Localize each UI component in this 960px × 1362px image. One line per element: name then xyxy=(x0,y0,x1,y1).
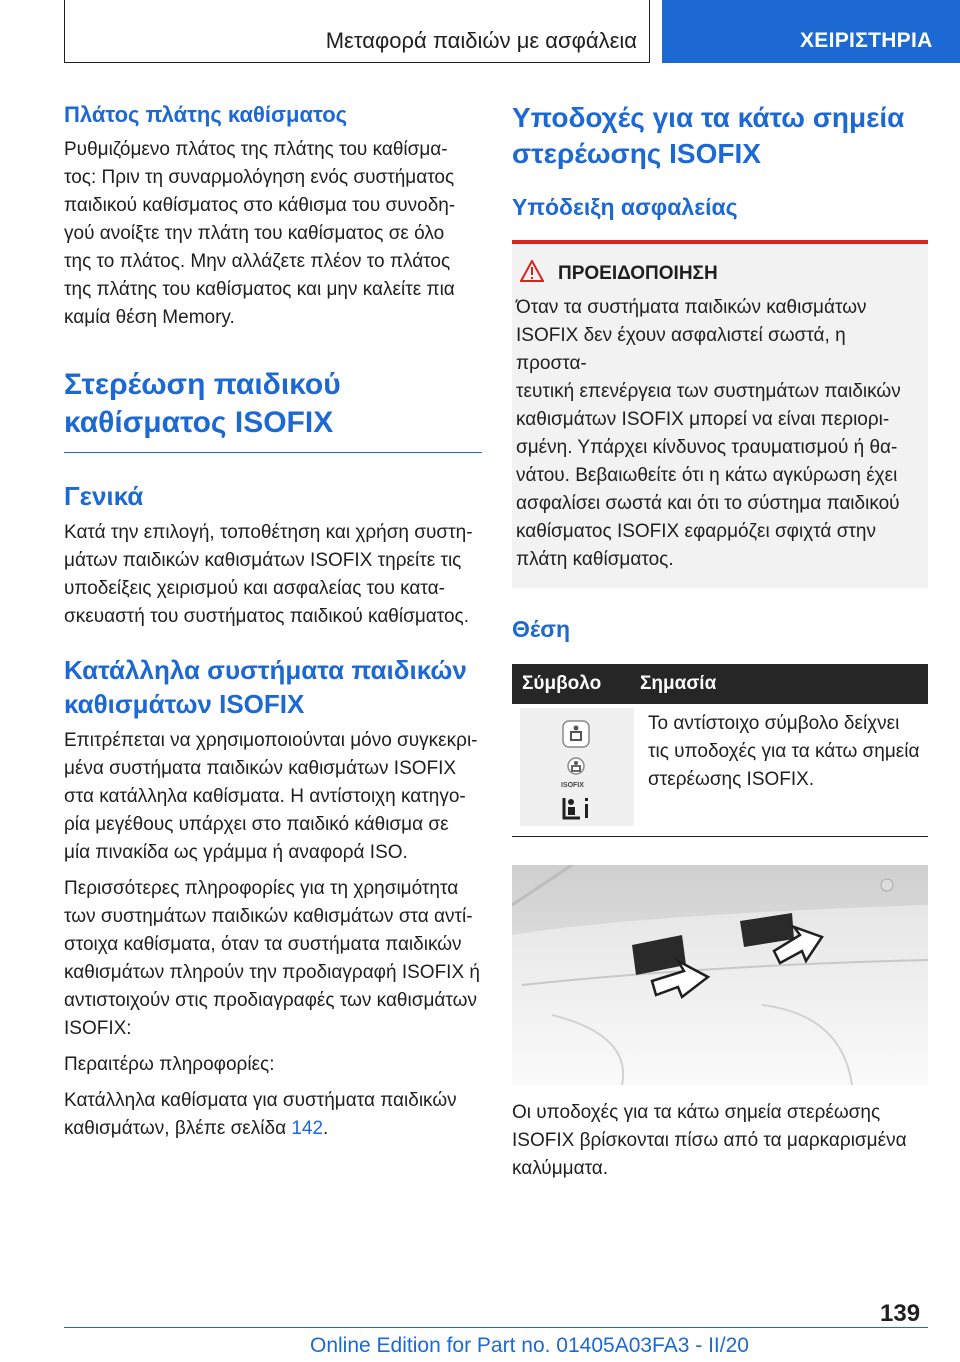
child-seat-info-icon xyxy=(560,794,592,827)
isofix-section-heading: Στερέωση παιδικού καθίσματος ISOFIX xyxy=(64,368,341,439)
position-heading: Θέση xyxy=(512,616,571,642)
isofix-anchor-photo xyxy=(512,865,928,1085)
seat-width-text: Ρυθμιζόμενο πλάτος της πλάτης του καθίσμα- τος: Πριν τη συναρμολόγηση ενός συστήματος παιδικού καθίσματος στο κάθισμα του συνοδη- γού ανοίξτε την πλάτη του καθίσματος σε όλο της το πλάτος. Μην αλλάζετε πλέον το πλάτος της πλάτης του καθίσματος και μην καλείτε πια καμία θέση Memory. xyxy=(64,139,456,328)
footer-edition: Online Edition for Part no. 01405A03FA3 - II/20 xyxy=(310,1334,749,1357)
right-column xyxy=(512,100,928,1183)
table-bottom-rule xyxy=(512,836,928,837)
header-chapter-label: ΧΕΙΡΙΣΤΗΡΙΑ xyxy=(800,29,933,52)
safety-note-heading: Υπόδειξη ασφαλείας xyxy=(512,194,738,220)
left-column xyxy=(64,100,482,1143)
symbol-cell xyxy=(520,708,634,826)
page-reference-link[interactable]: 142 xyxy=(291,1118,324,1139)
page-number: 139 xyxy=(880,1300,921,1327)
reference-text: Κατάλληλα καθίσματα για συστήματα παιδικών καθισμάτων, βλέπε σελίδα 142. xyxy=(64,1090,457,1139)
table-row xyxy=(512,704,928,826)
symbol-meaning: Το αντίστοιχο σύμβολο δείχνει τις υποδοχές για τα κάτω σημεία στερέωσης ISOFIX. xyxy=(648,713,920,790)
general-text: Κατά την επιλογή, τοποθέτηση και χρήση συστη- μάτων παιδικών καθισμάτων ISOFIX τηρείτε τις υποδείξεις χειρισμού και ασφαλείας του κατα- σκευαστή του συστήματος παιδικού καθίσματος. xyxy=(64,522,473,627)
header-section-title: Μεταφορά παιδιών με ασφάλεια xyxy=(325,28,637,53)
warning-title xyxy=(516,260,920,288)
general-heading: Γενικά xyxy=(64,481,144,511)
header-chapter-tab[interactable] xyxy=(662,0,960,63)
suitable-systems-heading: Κατάλληλα συστήματα παιδικών καθισμάτων ISOFIX xyxy=(64,655,467,719)
table-header-meaning: Σημασία xyxy=(640,673,717,694)
photo-caption: Οι υποδοχές για τα κάτω σημεία στερέωσης ISOFIX βρίσκονται πίσω από τα μαρκαρισμένα καλύμματα. xyxy=(512,1102,907,1179)
symbol-table xyxy=(512,664,928,837)
warning-box xyxy=(512,240,928,588)
table-header-symbol: Σύμβολο xyxy=(522,673,602,694)
table-header xyxy=(512,664,928,704)
isofix-symbol-label: ISOFIX xyxy=(561,782,584,789)
warning-text: Όταν τα συστήματα παιδικών καθισμάτων ISOFIX δεν έχουν ασφαλιστεί σωστά, η προστα- τευτική επενέργεια των συστημάτων παιδικών καθισμάτων ISOFIX μπορεί να είναι περιορι- σμένη. Υπάρχει κίνδυνος τραυματισμού ή θα- νάτου. Βεβαιωθείτε ότι η κάτω αγκύρωση έχει ασφαλίσει σωστά και ότι το σύστημα παιδικού καθίσματος ISOFIX εφαρμόζει σφιχτά στην πλάτη καθίσματος. xyxy=(516,297,901,570)
header-section-box xyxy=(64,0,650,63)
warning-triangle-icon xyxy=(520,260,558,288)
further-info-label: Περαιτέρω πληροφορίες: xyxy=(64,1054,275,1075)
warning-label: ΠΡΟΕΙΔΟΠΟΙΗΣΗ xyxy=(558,263,718,284)
child-seat-icon xyxy=(562,720,590,753)
footer-divider xyxy=(64,1327,928,1328)
suitable-systems-text: Επιτρέπεται να χρησιμοποιούνται μόνο συγκεκρι- μένα συστήματα παιδικών καθισμάτων ISOFIX στα κατάλληλα καθίσματα. Η αντίστοιχη κατηγο- ρία μεγέθους υπάρχει στο παιδικό κάθισμα σε μία πινακίδα ως γράμμα ή αναφορά ISO. xyxy=(64,730,478,863)
seat-width-heading: Πλάτος πλάτης καθίσματος xyxy=(64,102,348,127)
anchors-heading: Υποδοχές για τα κάτω σημεία στερέωσης ISOFIX xyxy=(512,102,905,169)
more-info-text: Περισσότερες πληροφορίες για τη χρησιμότητα των συστημάτων παιδικών καθισμάτων στα αντί- στοιχα καθίσματα, όταν τα συστήματα παιδικών καθισμάτων πληρούν την προδιαγραφή ISOFIX ή αντιστοιχούν στις προδιαγραφές των καθισμάτων ISOFIX: xyxy=(64,878,480,1039)
